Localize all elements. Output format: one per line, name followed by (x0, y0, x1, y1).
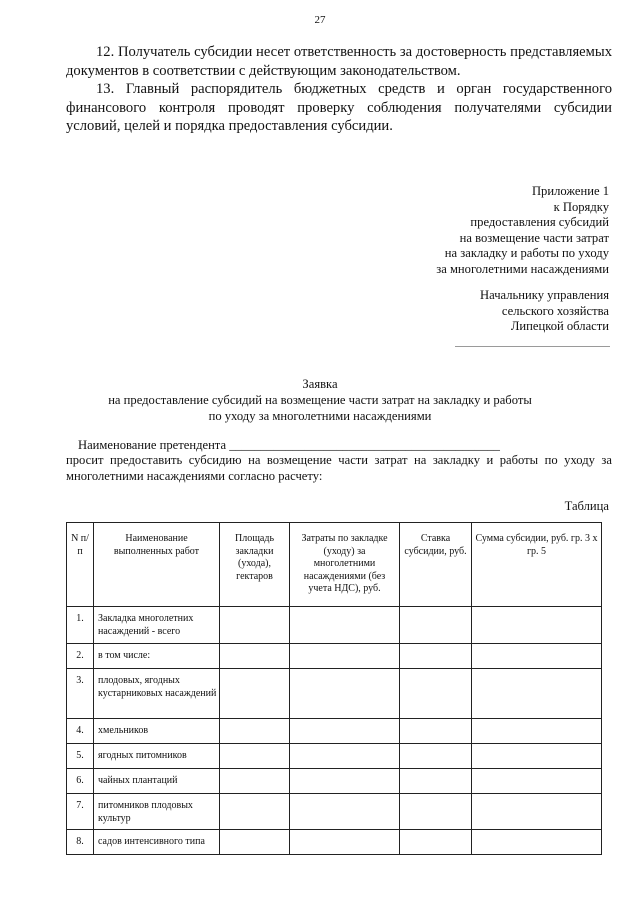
subsidy-sum-cell[interactable] (472, 719, 602, 744)
area-cell[interactable] (220, 830, 290, 855)
paragraph-12: 12. Получатель субсидии несет ответственность за достоверность представляемых документов в соответствии с действующим законодательством. (66, 44, 612, 79)
request-text: просит предоставить субсидию на возмещение части затрат на закладку и работы по уходу за (66, 453, 612, 467)
appendix-line: к Порядку (553, 199, 609, 214)
column-header: Сумма субсидии, руб. гр. 3 x гр. 5 (472, 523, 602, 607)
area-cell[interactable] (220, 669, 290, 719)
table-caption: Таблица (564, 499, 609, 513)
rate-cell[interactable] (400, 830, 472, 855)
area-cell[interactable] (220, 794, 290, 830)
addressee-line: Начальнику управления (480, 288, 609, 302)
rate-cell[interactable] (400, 744, 472, 769)
applicant-name-field: Наименование претендента ___________________________________________ (78, 438, 500, 452)
form-subtitle-line: на предоставление субсидий на возмещение части затрат на закладку и работы (108, 393, 532, 407)
row-number: 7. (67, 794, 94, 830)
column-header: N п/п (67, 523, 94, 607)
cost-cell[interactable] (290, 607, 400, 644)
appendix-line: Приложение 1 (531, 184, 609, 198)
row-number: 1. (67, 607, 94, 644)
subsidy-sum-cell[interactable] (472, 769, 602, 794)
column-header: Площадь закладки (ухода), гектаров (220, 523, 290, 607)
work-name: ягодных питомников (94, 744, 220, 769)
addressee (480, 288, 609, 335)
area-cell[interactable] (220, 769, 290, 794)
row-number: 6. (67, 769, 94, 794)
table-row (67, 669, 602, 719)
work-name: хмельников (94, 719, 220, 744)
table-row (67, 744, 602, 769)
work-name: Закладка многолетних насаждений - всего (94, 607, 220, 644)
work-name: питомников плодовых культур (94, 794, 220, 830)
rate-cell[interactable] (400, 769, 472, 794)
work-name: плодовых, ягодных кустарниковых насаждений (94, 669, 220, 719)
column-header: Ставка субсидии, руб. (400, 523, 472, 607)
subsidy-sum-cell[interactable] (472, 744, 602, 769)
appendix-reference (436, 184, 609, 278)
area-cell[interactable] (220, 719, 290, 744)
cost-cell[interactable] (290, 830, 400, 855)
table-header-row (67, 523, 602, 607)
row-number: 8. (67, 830, 94, 855)
table-row (67, 830, 602, 855)
rate-cell[interactable] (400, 644, 472, 669)
appendix-line: за многолетними насаждениями (436, 261, 609, 276)
rate-cell[interactable] (400, 607, 472, 644)
addressee-line: Липецкой области (510, 319, 609, 334)
subsidy-sum-cell[interactable] (472, 607, 602, 644)
cost-cell[interactable] (290, 769, 400, 794)
appendix-line: на возмещение части затрат (459, 230, 609, 245)
subsidy-sum-cell[interactable] (472, 830, 602, 855)
form-title: Заявка (302, 377, 338, 391)
addressee-line: сельского хозяйства (501, 303, 609, 318)
area-cell[interactable] (220, 644, 290, 669)
subsidy-calculation-table (66, 522, 602, 855)
subsidy-sum-cell[interactable] (472, 644, 602, 669)
work-name: в том числе: (94, 644, 220, 669)
cost-cell[interactable] (290, 644, 400, 669)
cost-cell[interactable] (290, 794, 400, 830)
work-name: садов интенсивного типа (94, 830, 220, 855)
table-row (67, 719, 602, 744)
subsidy-sum-cell[interactable] (472, 794, 602, 830)
cost-cell[interactable] (290, 719, 400, 744)
subsidy-sum-cell[interactable] (472, 669, 602, 719)
row-number: 3. (67, 669, 94, 719)
row-number: 5. (67, 744, 94, 769)
column-header: Затраты по закладке (уходу) за многолетними насаждениями (без учета НДС), руб. (290, 523, 400, 607)
area-cell[interactable] (220, 607, 290, 644)
appendix-line: на закладку и работы по уходу (444, 246, 609, 261)
rate-cell[interactable] (400, 794, 472, 830)
rate-cell[interactable] (400, 719, 472, 744)
cost-cell[interactable] (290, 744, 400, 769)
page-number: 27 (314, 14, 326, 26)
form-subtitle-line: по уходу за многолетними насаждениями (208, 409, 432, 423)
paragraph-13: 13. Главный распорядитель бюджетных средств и орган государственного финансового контроля проводят проверку соблюдения получателями субсидии условий, целей и порядка предоставления субсидии. (66, 81, 612, 134)
table-row (67, 769, 602, 794)
row-number: 2. (67, 644, 94, 669)
table-row (67, 794, 602, 830)
appendix-line: предоставления субсидий (470, 215, 609, 230)
request-text: многолетними насаждениями согласно расчету: (66, 469, 323, 483)
column-header: Наименование выполненных работ (94, 523, 220, 607)
row-number: 4. (67, 719, 94, 744)
addressee-underline (455, 346, 610, 347)
cost-cell[interactable] (290, 669, 400, 719)
table-row (67, 607, 602, 644)
table-row (67, 644, 602, 669)
area-cell[interactable] (220, 744, 290, 769)
work-name: чайных плантаций (94, 769, 220, 794)
rate-cell[interactable] (400, 669, 472, 719)
